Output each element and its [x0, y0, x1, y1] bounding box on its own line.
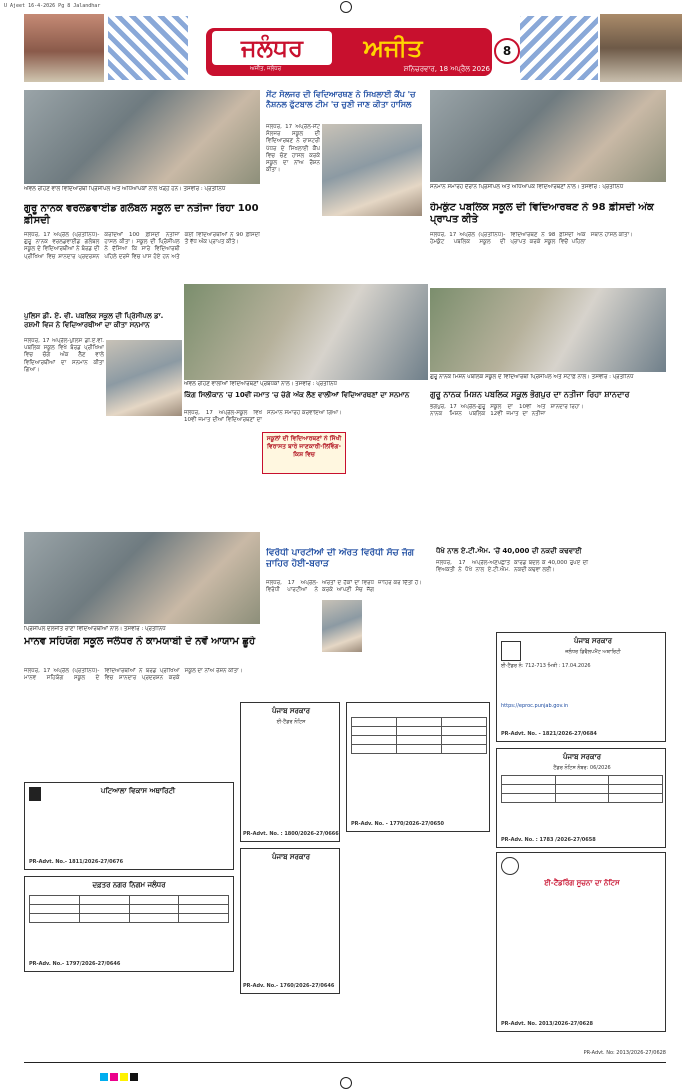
- tender-right-ad: [496, 748, 666, 848]
- atm-body: ਜਲੰਧਰ, 17 ਅਪ੍ਰੈਲ-ਅਣਪਛਾਤੇ ਵਿਅਕਤੀ ਨੇ ਧੋਖੇ ਨਾਲ ਏ.ਟੀ.ਐਮ. ਕਾਰਡ ਬਦਲ ਕੇ 40,000 ਰੁਪਏ ਦੀ ਨਕਦੀ ਕਢਵਾ ਲਈ।: [436, 560, 588, 574]
- manav-headline: ਮਾਨਵ ਸਹਿਯੋਗ ਸਕੂਲ ਜਲੰਧਰ ਨੇ ਕਾਮਯਾਬੀ ਦੇ ਨਵੇਂ ਆਯਾਮ ਛੂਹੇ: [24, 636, 256, 647]
- tender-center-ad-subtitle: ਈ-ਟੈਂਡਰ ਨੋਟਿਸ: [276, 719, 306, 725]
- guru-nanak-mission-headline: ਗੁਰੂ ਨਾਨਕ ਮਿਸ਼ਨ ਪਬਲਿਕ ਸਕੂਲ ਭੋਗਪੁਰ ਦਾ ਨਤੀਜਾ ਰਿਹਾ ਸ਼ਾਨਦਾਰ: [430, 390, 630, 399]
- bottom-center-ad: [240, 848, 340, 994]
- tender-right-ad-pr: PR-Adv. No. : 1783 /2026-27/0658: [501, 837, 596, 843]
- local-body-ad-pr: PR-Advt. No.- 1811/2026-27/0676: [29, 859, 124, 865]
- special-olympics-body: ਜਲੰਧਰ, 17 ਅਪ੍ਰੈਲ-ਸੇਂਟ ਸੋਲਜਰ ਸਕੂਲ ਦੀ ਵਿਦਿਆਰਥਣ ਨੇ ਰਾਸ਼ਟਰੀ ਪੱਧਰ ਦੇ ਸਿਖਲਾਈ ਕੈਂਪ ਵਿਚ ਚੋਣ ਹਾਸਲ ਕਰਕੇ ਸਕੂਲ ਦਾ ਨਾਂਅ ਰੌਸ਼ਨ ਕੀਤਾ।: [266, 124, 320, 174]
- registration-mark-bottom: [340, 1077, 352, 1089]
- local-body-ad: [24, 782, 234, 870]
- punjab-govt-ad-top: [496, 632, 666, 742]
- kcl-body: ਜਲੰਧਰ, 17 ਅਪ੍ਰੈਲ-ਸਕੂਲ ਵਿਖੇ 10ਵੀਂ ਜਮਾਤ ਦੀਆਂ ਵਿਦਿਆਰਥਣਾਂ ਦਾ ਸਨਮਾਨ ਸਮਾਰੋਹ ਕਰਵਾਇਆ ਗਿਆ।: [184, 410, 342, 424]
- etender-notice-ad: [496, 852, 666, 1032]
- kcl-promo-box: [262, 432, 346, 474]
- bottom-center-ad-pr: PR-Adv. No.- 1760/2026-27/0646: [243, 983, 335, 989]
- police-dav-headline: ਪੁਲਿਸ ਡੀ. ਏ. ਵੀ. ਪਬਲਿਕ ਸਕੂਲ ਦੀ ਪ੍ਰਿੰਸੀਪਲ ਡਾ. ਰਸ਼ਮੀ ਵਿਜ ਨੇ ਵਿਦਿਆਰਥੀਆਂ ਦਾ ਕੀਤਾ ਸਨਮਾਨ: [24, 312, 164, 329]
- tender-mid-ad-table: [351, 717, 487, 754]
- guru-nanak-caption: ਅੱਵਲ ਰਹਿਣ ਵਾਲੇ ਵਿਦਿਆਰਥੀ ਪ੍ਰਿੰਸੀਪਲ ਅਤੇ ਅਧਿਆਪਕਾਂ ਨਾਲ ਖੜ੍ਹੇ ਹਨ। ਤਸਵੀਰ : ਪ੍ਰਤੀਨਿਧ: [24, 186, 226, 192]
- guru-nanak-mission-photo: [430, 288, 666, 372]
- footer-code: PR-Advt. No: 2013/2026-27/0628: [583, 1050, 666, 1056]
- local-body-ad-title: ਪਟਿਆਲਾ ਵਿਕਾਸ ਅਥਾਰਿਟੀ: [100, 787, 176, 795]
- hemkunt-headline: ਹੇਮਕੁੰਟ ਪਬਲਿਕ ਸਕੂਲ ਦੀ ਵਿਦਿਆਰਥਣ ਨੇ 98 ਫ਼ੀਸਦੀ ਅੰਕ ਪ੍ਰਾਪਤ ਕੀਤੇ: [430, 202, 654, 225]
- tender-mid-ad: [346, 702, 490, 832]
- punjab-govt-ad-title: ਪੰਜਾਬ ਸਰਕਾਰ: [573, 637, 612, 645]
- manav-body: ਜਲੰਧਰ, 17 ਅਪ੍ਰੈਲ (ਪ੍ਰਤੀਨਿਧ)-ਮਾਨਵ ਸਹਿਯੋਗ ਸਕੂਲ ਦੇ ਵਿਦਿਆਰਥੀਆਂ ਨੇ ਬੋਰਡ ਪ੍ਰੀਖਿਆ ਵਿਚ ਸ਼ਾਨਦਾਰ ਪ੍ਰਦਰਸ਼ਨ ਕਰਕੇ ਸਕੂਲ ਦਾ ਨਾਂਅ ਰੌਸ਼ਨ ਕੀਤਾ।: [24, 668, 243, 682]
- hemkunt-photo: [430, 90, 666, 182]
- hemkunt-caption: ਸਨਮਾਨ ਸਮਾਰੋਹ ਦੌਰਾਨ ਪ੍ਰਿੰਸੀਪਲ ਅਤੇ ਅਧਿਆਪਕ ਵਿਦਿਆਰਥਣਾਂ ਨਾਲ। ਤਸਵੀਰ : ਪ੍ਰਤੀਨਿਧ: [430, 184, 624, 190]
- tender-center-ad: [240, 702, 340, 842]
- etender-notice-pr: PR-Advt. No. 2013/2026-27/0628: [501, 1021, 594, 1027]
- footer-rule: [24, 1062, 666, 1063]
- manav-photo: [24, 532, 260, 624]
- bottom-left-ad-table: [29, 895, 229, 923]
- masthead-photo: [24, 14, 104, 82]
- police-dav-body: ਜਲੰਧਰ, 17 ਅਪ੍ਰੈਲ-ਪੁਲਿਸ ਡੀ.ਏ.ਵੀ. ਪਬਲਿਕ ਸਕੂਲ ਵਿਖੇ ਬੋਰਡ ਪ੍ਰੀਖਿਆ ਵਿਚ ਚੰਗੇ ਅੰਕ ਲੈਣ ਵਾਲੇ ਵਿਦਿਆਰਥੀਆਂ ਦਾ ਸਨਮਾਨ ਕੀਤਾ ਗਿਆ।: [24, 338, 104, 373]
- registration-mark-top: [340, 1, 352, 13]
- masthead-date: ਸ਼ਨਿਚਰਵਾਰ, 18 ਅਪ੍ਰੈਲ 2026: [403, 65, 490, 73]
- color-bar: [100, 1066, 600, 1076]
- tender-center-ad-title: ਪੰਜਾਬ ਸਰਕਾਰ: [271, 707, 310, 715]
- punjab-govt-ad-subtitle: ਜਲੰਧਰ ਡਿਵੈਲਪਮੈਂਟ ਅਥਾਰਿਟੀ: [565, 649, 621, 655]
- guru-nanak-body: ਜਲੰਧਰ, 17 ਅਪ੍ਰੈਲ (ਪ੍ਰਤੀਨਿਧ)-ਗੁਰੂ ਨਾਨਕ ਵਰਲਡਵਾਈਡ ਗਲੋਬਲ ਸਕੂਲ ਦੇ ਵਿਦਿਆਰਥੀਆਂ ਨੇ ਬੋਰਡ ਦੀ ਪ੍ਰੀਖਿਆ ਵਿਚ ਸ਼ਾਨਦਾਰ ਪ੍ਰਦਰਸ਼ਨ ਕਰਦਿਆਂ 100 ਫ਼ੀਸਦੀ ਨਤੀਜਾ ਹਾਸਲ ਕੀਤਾ। ਸਕੂਲ ਦੀ ਪ੍ਰਿੰਸੀਪਲ ਨੇ ਦੱਸਿਆ ਕਿ ਸਾਰੇ ਵਿਦਿਆਰਥੀ ਪਹਿਲੇ ਦਰਜੇ ਵਿਚ ਪਾਸ ਹੋਏ ਹਨ ਅਤੇ ਕਈ ਵਿਦਿਆਰਥੀਆਂ ਨੇ 90 ਫ਼ੀਸਦੀ ਤੋਂ ਵੱਧ ਅੰਕ ਪ੍ਰਾਪਤ ਕੀਤੇ।: [24, 232, 260, 260]
- kcl-caption: ਅੱਵਲ ਰਹਿਣ ਵਾਲੀਆਂ ਵਿਦਿਆਰਥਣਾਂ ਪ੍ਰਬੰਧਕਾਂ ਨਾਲ। ਤਸਵੀਰ : ਪ੍ਰਤੀਨਿਧ: [184, 381, 338, 387]
- print-strip: U Ajeet 16-4-2026 Pg 8 Jalandhar: [4, 3, 101, 9]
- masthead: [0, 14, 687, 84]
- police-dav-photo: [106, 340, 182, 416]
- opposition-body: ਜਲੰਧਰ, 17 ਅਪ੍ਰੈਲ-ਵਿਰੋਧੀ ਪਾਰਟੀਆਂ ਨੇ ਔਰਤਾਂ ਦੇ ਹੱਕਾਂ ਦਾ ਵਿਰੋਧ ਕਰਕੇ ਆਪਣੀ ਸੋਚ ਜੱਗ ਜ਼ਾਹਿਰ ਕਰ ਦਿੱਤੀ ਹੈ।: [266, 580, 422, 594]
- kcl-headline: ਕਿੰਗ ਸਿਲੀਕਾਨ 'ਚ 10ਵੀਂ ਜਮਾਤ 'ਚ ਚੰਗੇ ਅੰਕ ਲੈਣ ਵਾਲੀਆਂ ਵਿਦਿਆਰਥਣਾਂ ਦਾ ਸਨਮਾਨ: [184, 391, 410, 399]
- local-body-logo-icon: [29, 787, 41, 801]
- guru-nanak-mission-caption: ਗੁਰੂ ਨਾਨਕ ਮਿਸ਼ਨ ਪਬਲਿਕ ਸਕੂਲ ਦੇ ਵਿਦਿਆਰਥੀ ਪ੍ਰਿੰਸੀਪਲ ਅਤੇ ਸਟਾਫ਼ ਨਾਲ। ਤਸਵੀਰ : ਪ੍ਰਤੀਨਿਧ: [430, 374, 634, 380]
- etender-notice-title: ਈ-ਟੈਂਡਰਿੰਗ ਸੂਚਨਾ ਦਾ ਨੋਟਿਸ: [544, 879, 620, 887]
- kcl-promo-text: ਸਕੂਲਾਂ ਦੀ ਵਿਦਿਆਰਥਣਾਂ ਨੇ ਸਿੱਖੀ ਵਿਰਾਸਤ ਬਾਰੇ ਜਾਣਕਾਰੀ-ਲਿਵਿੰਗ-ਕਿਸ਼ ਵਿਚ: [266, 435, 342, 458]
- hemkunt-body: ਜਲੰਧਰ, 17 ਅਪ੍ਰੈਲ (ਪ੍ਰਤੀਨਿਧ)-ਹੇਮਕੁੰਟ ਪਬਲਿਕ ਸਕੂਲ ਦੀ ਵਿਦਿਆਰਥਣ ਨੇ 98 ਫ਼ੀਸਦੀ ਅੰਕ ਪ੍ਰਾਪਤ ਕਰਕੇ ਸਕੂਲ ਵਿਚੋਂ ਪਹਿਲਾ ਸਥਾਨ ਹਾਸਲ ਕੀਤਾ।: [430, 232, 633, 246]
- bottom-left-ad-pr: PR-Adv. No.- 1797/2026-27/0646: [29, 961, 121, 967]
- masthead-paper-name: ਅਜੀਤ: [363, 34, 423, 62]
- guru-nanak-headline: ਗੁਰੂ ਨਾਨਕ ਵਰਲਡਵਾਈਡ ਗਲੋਬਲ ਸਕੂਲ ਦਾ ਨਤੀਜਾ ਰਿਹਾ 100 ਫ਼ੀਸਦੀ: [24, 203, 259, 226]
- special-olympics-photo: [322, 124, 422, 216]
- guru-nanak-photo: [24, 90, 260, 184]
- etender-logo-icon: [501, 857, 519, 875]
- kcl-group-photo: [184, 284, 428, 380]
- manav-caption: ਪ੍ਰਿੰਸੀਪਲ ਦਲਜੀਤ ਰਾਣਾ ਵਿਦਿਆਰਥੀਆਂ ਨਾਲ। ਤਸਵੀਰ : ਪ੍ਰਤੀਨਿਧ: [24, 626, 166, 632]
- bottom-center-ad-title: ਪੰਜਾਬ ਸਰਕਾਰ: [271, 853, 310, 861]
- page-number-badge: 8: [494, 38, 520, 64]
- special-olympics-headline: ਸੇਂਟ ਸੋਲਜਰ ਦੀ ਵਿਦਿਆਰਥਣ ਨੇ ਸਿਖਲਾਈ ਕੈਂਪ 'ਚ ਨੈਸ਼ਨਲ ਫੁੱਟਬਾਲ ਟੀਮ 'ਚ ਚੁਣੀ ਜਾਣ ਕੀਤਾ ਹਾਸਿਲ: [266, 90, 416, 109]
- bottom-left-ad: [24, 876, 234, 972]
- atm-headline: ਧੋਖੇ ਨਾਲ ਏ.ਟੀ.ਐਮ. 'ਚੋਂ 40,000 ਦੀ ਨਕਦੀ ਕਢਵਾਈ: [436, 547, 582, 555]
- punjab-govt-ad-line1: ਈ-ਟੈਂਡਰ ਨੰ: 712-713 ਮਿਤੀ : 17.04.2026: [501, 663, 591, 669]
- masthead-pattern-right: [520, 16, 598, 80]
- bottom-center-2-pr: PR-Adv. No. - 1770/2026-27/0650: [351, 821, 445, 827]
- bottom-left-ad-title: ਦਫ਼ਤਰ ਨਗਰ ਨਿਗਮ ਜਲੰਧਰ: [92, 881, 166, 889]
- punjab-govt-ad-url: https://eproc.punjab.gov.in: [501, 703, 569, 709]
- tender-right-ad-table: [501, 775, 663, 803]
- masthead-subline: ਅਜੀਤ, ਜਲੰਧਰ: [250, 66, 282, 72]
- masthead-city: ਜਲੰਧਰ: [212, 31, 332, 65]
- tender-right-ad-title: ਪੰਜਾਬ ਸਰਕਾਰ: [562, 753, 601, 761]
- opposition-headline: ਵਿਰੋਧੀ ਪਾਰਟੀਆਂ ਦੀ ਔਰਤ ਵਿਰੋਧੀ ਸੋਚ ਜੱਗ ਜ਼ਾਹਿਰ ਹੋਈ-ਬਰਾੜ: [266, 548, 414, 569]
- guru-nanak-mission-body: ਭੋਗਪੁਰ, 17 ਅਪ੍ਰੈਲ-ਗੁਰੂ ਨਾਨਕ ਮਿਸ਼ਨ ਪਬਲਿਕ ਸਕੂਲ ਦਾ 10ਵੀਂ ਅਤੇ 12ਵੀਂ ਜਮਾਤ ਦਾ ਨਤੀਜਾ ਸ਼ਾਨਦਾਰ ਰਿਹਾ।: [430, 404, 584, 418]
- masthead-photo-right: [600, 14, 682, 82]
- tender-center-ad-pr: PR-Advt. No. : 1800/2026-27/0666: [243, 831, 339, 837]
- tender-right-ad-subtitle: ਟੈਂਡਰ ਨੋਟਿਸ ਨੰਬਰ: 06/2026: [553, 765, 611, 771]
- masthead-pattern-left: [108, 16, 188, 80]
- punjab-govt-ad-pr: PR-Advt. No. - 1821/2026-27/0684: [501, 731, 597, 737]
- punjab-govt-logo-icon: [501, 641, 521, 661]
